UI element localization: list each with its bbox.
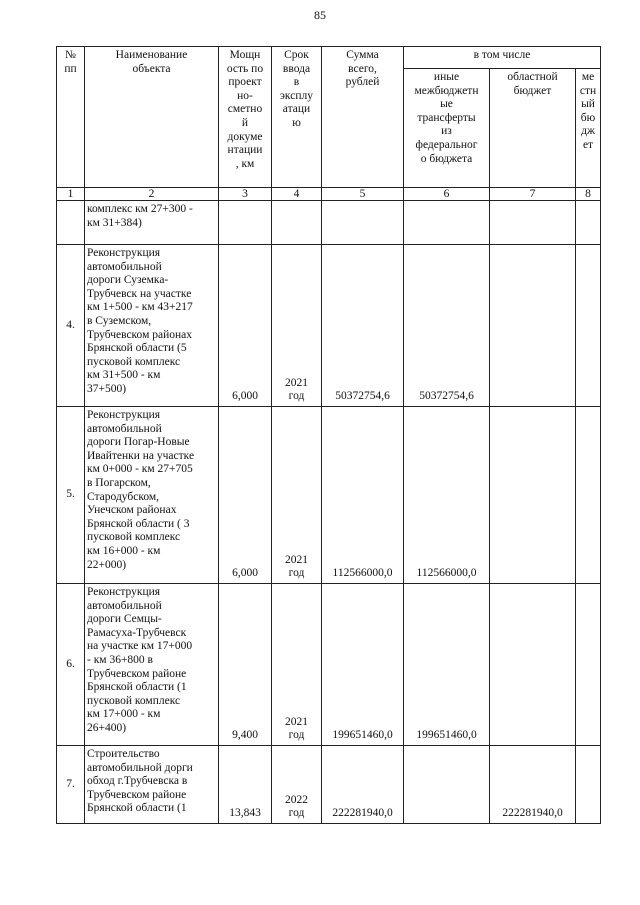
row-number: 6. xyxy=(57,584,85,746)
local-budget-value xyxy=(576,201,601,245)
row-number xyxy=(57,201,85,245)
object-name: Реконструкция автомобильной дороги Погар-Новые Ивайтенки на участке км 0+000 - км 27+705 в Погарском, Стародубском, Унечском районах Брянской области ( 3 пусковой комплекс км 16+000 - км 22+000) xyxy=(85,407,219,584)
local-budget-value xyxy=(576,746,601,824)
regional-budget-value xyxy=(490,407,576,584)
header-capacity: Мощн ость по проект но- сметно й докуме нтации , км xyxy=(219,47,272,188)
budget-table xyxy=(56,46,601,824)
object-name: комплекс км 27+300 - км 31+384) xyxy=(85,201,219,245)
header-object-name: Наименование объекта xyxy=(85,47,219,188)
local-budget-value xyxy=(576,584,601,746)
local-budget-value xyxy=(576,407,601,584)
federal-transfers-value: 50372754,6 xyxy=(404,245,490,407)
page-number: 85 xyxy=(314,8,326,22)
table-row xyxy=(57,584,601,746)
total-sum: 199651460,0 xyxy=(322,584,404,746)
table-row xyxy=(57,407,601,584)
federal-transfers-value: 112566000,0 xyxy=(404,407,490,584)
column-index-row xyxy=(57,188,601,201)
header-federal-transfers: иные межбюджетн ые трансферты из федеральног о бюджета xyxy=(404,69,490,188)
commissioning-term: 2021 год xyxy=(272,584,322,746)
table-row xyxy=(57,245,601,407)
header-row xyxy=(57,47,601,69)
header-regional-budget: областной бюджет xyxy=(490,69,576,188)
regional-budget-value: 222281940,0 xyxy=(490,746,576,824)
federal-transfers-value xyxy=(404,746,490,824)
row-number: 4. xyxy=(57,245,85,407)
header-commissioning-term: Срок ввода в эксплу атаци ю xyxy=(272,47,322,188)
commissioning-term: 2022 год xyxy=(272,746,322,824)
total-sum: 112566000,0 xyxy=(322,407,404,584)
capacity-value: 13,843 xyxy=(219,746,272,824)
column-index: 5 xyxy=(322,188,404,201)
capacity-value: 6,000 xyxy=(219,245,272,407)
federal-transfers-value: 199651460,0 xyxy=(404,584,490,746)
column-index: 3 xyxy=(219,188,272,201)
header-group-including: в том числе xyxy=(404,47,601,69)
table-row xyxy=(57,746,601,824)
object-name: Строительство автомобильной дорги обход г.Трубчевска в Трубчевском районе Брянской области (1 xyxy=(85,746,219,824)
row-number: 5. xyxy=(57,407,85,584)
column-index: 1 xyxy=(57,188,85,201)
header-local-budget: ме стн ый бю дж ет xyxy=(576,69,601,188)
column-index: 7 xyxy=(490,188,576,201)
commissioning-term: 2021 год xyxy=(272,245,322,407)
capacity-value: 6,000 xyxy=(219,407,272,584)
column-index: 8 xyxy=(576,188,601,201)
total-sum: 222281940,0 xyxy=(322,746,404,824)
header-total-sum: Сумма всего, рублей xyxy=(322,47,404,188)
regional-budget-value xyxy=(490,201,576,245)
federal-transfers-value xyxy=(404,201,490,245)
header-number: № пп xyxy=(57,47,85,188)
regional-budget-value xyxy=(490,245,576,407)
table-row xyxy=(57,201,601,245)
regional-budget-value xyxy=(490,584,576,746)
row-number: 7. xyxy=(57,746,85,824)
capacity-value: 9,400 xyxy=(219,584,272,746)
total-sum xyxy=(322,201,404,245)
capacity-value xyxy=(219,201,272,245)
object-name: Реконструкция автомобильной дороги Суземка- Трубчевск на участке км 1+500 - км 43+217 в Суземском, Трубчевском районах Брянской области (5 пусковой комплекс км 31+500 - км 37+500) xyxy=(85,245,219,407)
commissioning-term: 2021 год xyxy=(272,407,322,584)
local-budget-value xyxy=(576,245,601,407)
total-sum: 50372754,6 xyxy=(322,245,404,407)
commissioning-term xyxy=(272,201,322,245)
column-index: 4 xyxy=(272,188,322,201)
column-index: 2 xyxy=(85,188,219,201)
column-index: 6 xyxy=(404,188,490,201)
object-name: Реконструкция автомобильной дороги Семцы- Рамасуха-Трубчевск на участке км 17+000 - км 36+800 в Трубчевском районе Брянской области (1 пусковой комплекс км 17+000 - км 26+400) xyxy=(85,584,219,746)
